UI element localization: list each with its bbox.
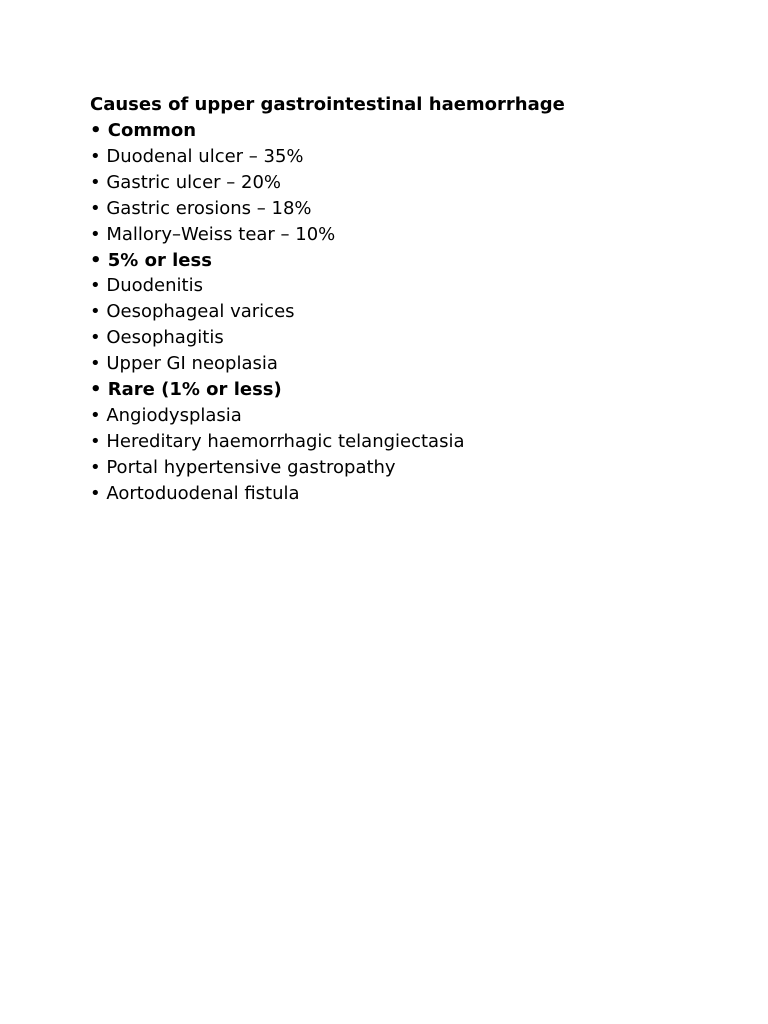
- list-item: • Mallory–Weiss tear – 10%: [90, 223, 336, 245]
- list-item: • Angiodysplasia: [90, 404, 242, 426]
- document-page: [90, 92, 730, 507]
- list-item: • Rare (1% or less): [90, 379, 282, 401]
- list-item: • Oesophageal varices: [90, 301, 295, 323]
- list-item: • Aortoduodenal fistula: [90, 482, 300, 504]
- document-title: Causes of upper gastrointestinal haemorrhage: [90, 94, 565, 115]
- list-item: • Oesophagitis: [90, 327, 224, 349]
- list-item: • Gastric ulcer – 20%: [90, 171, 282, 193]
- list-item: • 5% or less: [90, 249, 212, 271]
- list-item: • Common: [90, 120, 197, 141]
- list-item: • Portal hypertensive gastropathy: [90, 456, 396, 478]
- list-item: • Gastric erosions – 18%: [90, 197, 312, 219]
- list-item: • Duodenitis: [90, 275, 203, 297]
- list-item: • Hereditary haemorrhagic telangiectasia: [90, 430, 465, 452]
- list-item: • Upper GI neoplasia: [90, 353, 278, 375]
- causes-list: [90, 118, 730, 507]
- list-item: • Duodenal ulcer – 35%: [90, 145, 304, 167]
